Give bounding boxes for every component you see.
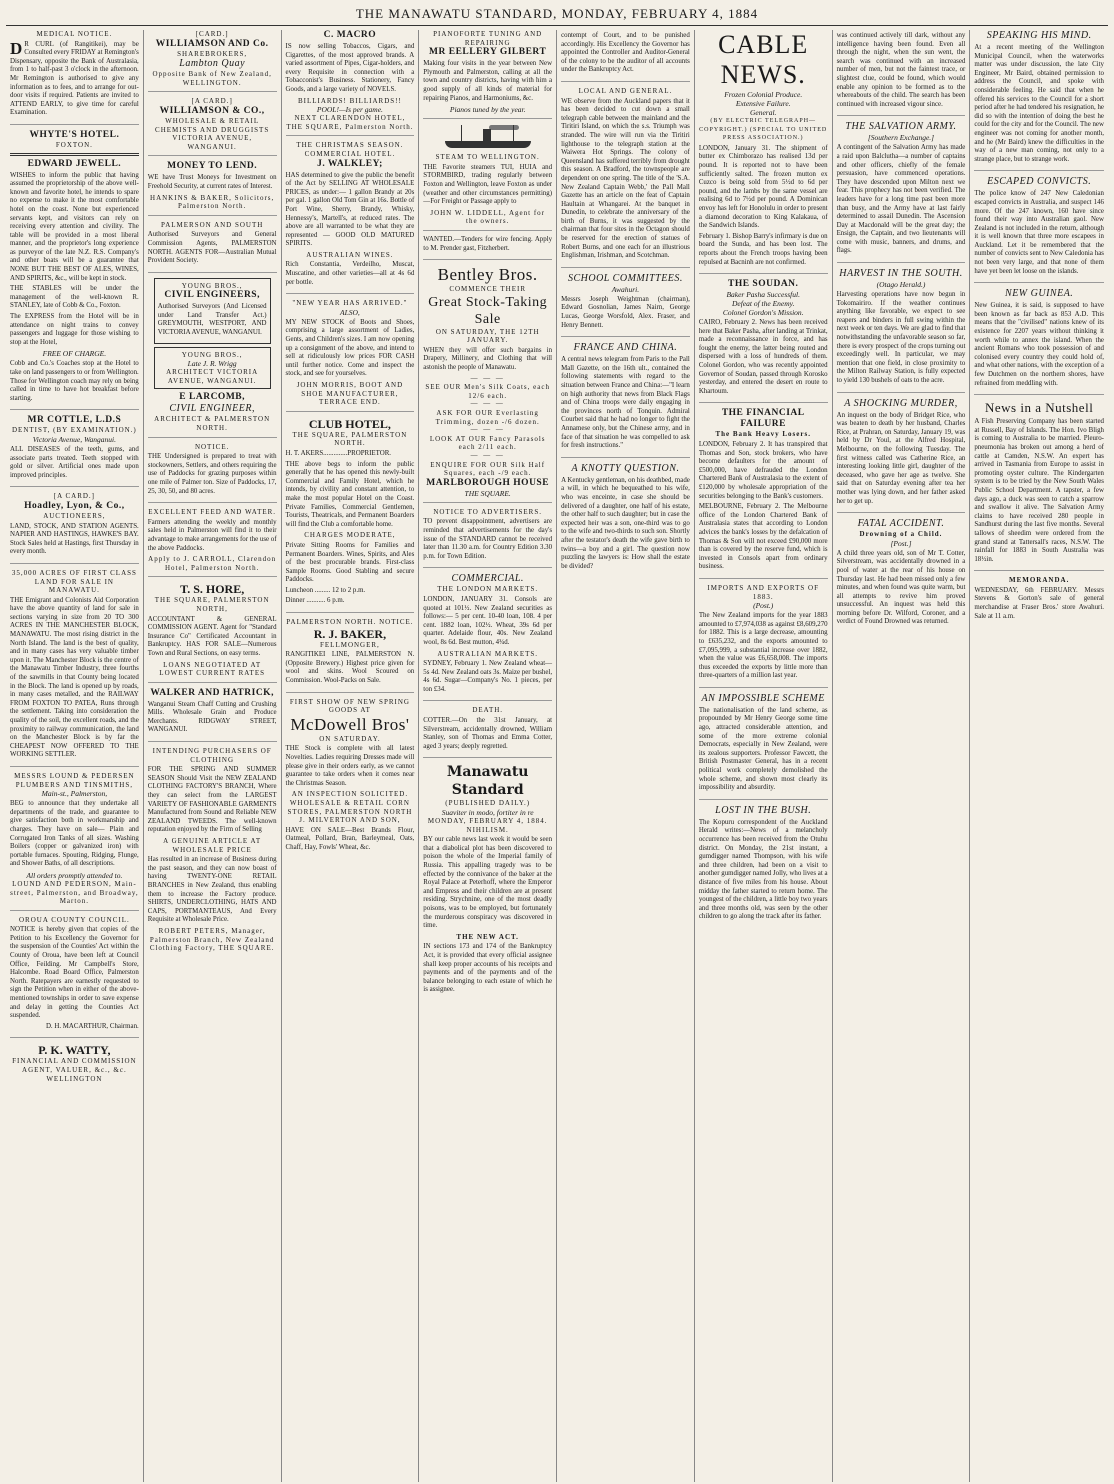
bentley-on: ON SATURDAY, THE 12TH JANUARY. <box>435 327 540 345</box>
speaking-text: At a recent meeting of the Wellington Municipal Council, when the waterworks matter was under discussion, the late City Engineer, Mr Baird, obtained permission to address the Council, and spoke with considerable feeling. He said that when he offered his services to the Council for a short period after he had tendered his resignation, he did so with the intention of doing the best he could for the city and for the Council. The new engineer was not coming for another month, and he (Mr Baird) knew the difficulties in the way of a new man coming, not only to a strange place, but to strange work. <box>974 44 1104 163</box>
financial-text: LONDON, February 2. It has transpired that Thomas and Son, stock brokers, who have become defaulters for the amount of £500,000, have defrauded the London Chartered Bank of Australasia to the extent of £120,000 by wholesale appropriation of the securities belonging to the Bank's customers. <box>698 441 828 500</box>
williamson-chemists <box>148 97 277 156</box>
column-2 <box>144 30 282 1482</box>
cottle-text: ALL DISEASES of the teeth, gums, and associate parts treated. Teeth stopped with gold or silver. Artificial ones made upon improved principles. <box>10 445 139 479</box>
young2-text: ARCHITECT VICTORIA AVENUE, WANGANUI. <box>166 368 259 385</box>
acres-for-sale <box>10 569 139 767</box>
fatal-text: A child three years old, son of Mr T. Cotter, Silverstream, was accidentally drowned in a pool of water at the rear of his house on Thursday last. He had been missed only a few minutes, and when found was quite warm, but all attempts to revive him proved unsuccessful. An inquest was held this morning before Dr. Wilford, Coroner, and a verdict of Found Drowned was returned. <box>836 549 966 626</box>
steamship-icon <box>433 124 543 150</box>
memo-text: WEDNESDAY, 6th FEBRUARY. Messrs Stevens & Gorton's sale of general merchandise at Fraser Bros.' store Awahuri. Sale at 11 a.m. <box>974 586 1104 620</box>
cable-heading: CABLE NEWS. <box>718 30 809 89</box>
macro-tobacco <box>286 30 415 136</box>
newyear-also: ALSO, <box>340 307 360 317</box>
shore-accountant <box>148 582 277 682</box>
club-sub: THE SQUARE, PALMERSTON NORTH. <box>292 430 408 448</box>
local-heading: LOCAL AND GENERAL. <box>578 86 673 95</box>
mcdowell-text: THE Stock is complete with all latest Novelties. Ladies requiring Dresses made will please give in their orders early, as we cannot guarantee to take orders when it comes near the Christmas Season. <box>285 745 415 787</box>
money-text: WE have Trust Moneys for Investment on Freehold Security, at current rates of Interest. <box>147 174 277 190</box>
column-1 <box>6 30 144 1482</box>
money-sign: HANKINS & BAKER, Solicitors, Palmerston North. <box>150 193 275 211</box>
palmerson-text: Authorised Surveyors and General Commission Agents, PALMERSTON NORTH. AGENTS FOR—Australian Mutual Provident Society. <box>147 231 277 265</box>
young1-text: Authorised Surveyors (And Licensed under Land Transfer Act.) GREYMOUTH, WESTPORT, AND VICTORIA AVENUE, WANGANUI. <box>157 303 267 337</box>
advertisers-text: TO prevent disappointment, advertisers are reminded that advertisements for the day's issue of the STANDARD cannot be received later than 11.30 a.m. for Country Edition 3.30 p.m. for Town Edition. <box>423 518 553 560</box>
standard-pub: (PUBLISHED DAILY.) <box>445 799 531 808</box>
school-committees <box>561 273 690 337</box>
christmas-name: J. WALKLEY; <box>317 158 383 169</box>
walker-heading: WALKER AND HATRICK, <box>150 687 274 698</box>
standard-title: Manawatu Standard <box>446 764 529 799</box>
knotty-heading: A KNOTTY QUESTION. <box>571 462 680 474</box>
steam-sign: JOHN W. LIDDELL, Agent for the owners. <box>430 208 545 226</box>
impossible-scheme <box>699 693 828 800</box>
divider: — — — <box>470 452 505 459</box>
escaped-text: The police know of 247 New Caledonian escaped convicts in Australia, and suspect 146 more. Of the 247 known, 160 have since found their way into Australian gaol. New Zealand is not included in the return, although it is well known that three more escapees in Auckland. Let it be remembered that the number of convicts sent to New Caledonia has not been very large, and that none of them have yet been let loose on the islands. <box>974 190 1104 275</box>
baker-fellmonger <box>286 618 415 693</box>
whytes-stables: THE STABLES will be under the management of the well-known R. STANLEY, late of Cobb & Co., Foxton. <box>10 285 139 310</box>
local-general <box>561 87 690 268</box>
cable-text: LONDON, January 31. The shipment of butter ex Chimborazo has realised 13d per pound. It is reported not to have been sufficiently salted. The frozen mutton ex Cuzco is being sold from 5½d to 6d per pound, and the lambs by the same vessel are realising 6d to 7½d per pound. A Dominican envoy has left for Honolulu in order to present a diamond decoration to King Kalakaua, of the Sandwich Islands. <box>698 144 828 230</box>
speaking-mind <box>974 30 1104 171</box>
school-text: Messrs Joseph Weightman (chairman), Edward Gosnolian, James Nairn, George Lucas, George Worsfold, Alex. Fraser, and Henry Bennett. <box>561 295 690 329</box>
divider <box>10 153 139 156</box>
bentley-text: WHEN they will offer such bargains in Drapery, Millinery, and Clothing that will astonish the people of Manawatu. <box>423 346 553 372</box>
club-charges: CHARGES MODERATE, <box>304 531 396 540</box>
contempt-text: contempt of Court, and to be punished accordingly. His Excellency the Governor has appointed the Controller and Auditor-General of the colony to be the auditor of all accounts under the Bankruptcy Act. <box>561 32 690 74</box>
divider: — — — <box>470 400 505 408</box>
feed-sign: Apply to J. CARROLL, Clarendon Hotel, Palmerston North. <box>148 555 277 572</box>
mcdowell-bros <box>286 698 415 859</box>
christmas-season <box>286 141 415 294</box>
standard-editorial <box>423 763 552 1000</box>
wanted <box>423 236 552 260</box>
bentley-house: MARLBOROUGH HOUSE <box>426 477 550 488</box>
financial-sub: The Bank Heavy Losers. <box>715 430 811 439</box>
shore-sub: THE SQUARE, PALMERSTON NORTH, <box>154 596 270 613</box>
harvest-heading: HARVEST IN THE SOUTH. <box>839 268 963 280</box>
piano-text: Making four visits in the year between New Plymouth and Palmerston, calling at all the town and country districts, having with him a good supply of all kinds of material for repairing Pianos, and Harmoniums, &c. <box>423 60 553 102</box>
macro-billiards: BILLIARDS! BILLIARDS!! <box>297 96 402 105</box>
medical-text: D R CURL (of Rangitikei), may be Consulted every FRIDAY at Remington's Dispensary, opposite the Bank of Australasia, from 1 to half-past 3 o'clock in the afternoon. Mr Remington is authorised to give any information as to fees, and to arrange for out-door visits if required. Patients are invited to ATTEND EARLY, to give time for careful Examination. <box>10 38 139 117</box>
soudan-sub3: Colonel Gordon's Mission. <box>722 308 804 318</box>
baker-text: RANGITIKEI LINE, PALMERSTON N. (Opposite Brewery.) Highest price given for wool and skins. Wool Scoured on Commission. Wool-Packs on Sale. <box>285 651 415 685</box>
imports-sub: (Post.) <box>753 601 774 611</box>
bentley-a4: ENQUIRE FOR OUR Silk Half Squares, each -/9 each. <box>430 460 546 478</box>
larcomb-sub: CIVIL ENGINEER, <box>169 403 255 415</box>
commercial-sub: THE LONDON MARKETS. <box>437 585 539 594</box>
divider: — — — <box>470 426 505 434</box>
paddock-notice <box>148 443 277 504</box>
whytes-free: FREE OF CHARGE. <box>42 349 107 359</box>
cottle-place: Victoria Avenue, Wanganui. <box>32 434 116 444</box>
lost-bush <box>699 805 828 928</box>
new-act-text: IN sections 173 and 174 of the Bankruptcy Act, it is provided that every official assignee shall keep proper accounts of his receipts and payments and of the payments and of the balance belonging to each estate of which he is assignee. <box>423 943 553 994</box>
shore-text: ACCOUNTANT & GENERAL COMMISSION AGENT. Agent for "Standard Insurance Co" Certificated Accountant in Bankruptcy. HAS FOR SALE—Numerous Town and Rural Sections, on easy terms. <box>147 615 277 657</box>
cottle-heading: MR COTTLE, L.D.S <box>27 415 122 426</box>
murder-heading: A SHOCKING MURDER, <box>844 397 958 409</box>
macro-heading: C. MACRO <box>323 30 377 40</box>
whytes-express: The EXPRESS from the Hotel will be in attendance on night trains to convey passengers and luggage for those wishing to stop at the Hotel, <box>10 313 139 346</box>
soudan-text: CAIRO, February 2. News has been received here that Baker Pasha, after landing at Trinkat, made a reconnaissance in force, and has fought the enemy, the latter being routed and dispersed with a loss of hundreds of them. Colonel Gordon, who was recently appointed Governor of Soudan, passed through Korosko yesterday, and entered the desert en route to Khartoum. <box>698 319 828 395</box>
bentley-a2: ASK FOR OUR Everlasting Trimming, dozen -/6 dozen. <box>435 409 540 426</box>
cable-sub2: Extensive Failure. <box>735 99 791 108</box>
intending-genuine: A GENUINE ARTICLE AT WHOLESALE PRICE <box>163 837 262 854</box>
whytes-hotel <box>10 130 139 410</box>
hoadley-card: [A CARD.] <box>53 492 96 501</box>
club-prop: H. T. AKERS..............PROPRIETOR. <box>285 449 392 457</box>
guinea-text: New Guinea, it is said, is supposed to have been known as far back as 853 A.D. This means that the "civilised" nations knew of its existence for 2207 years without thinking it worth while to annex the island. When the ancient Romans who took possession of and colonised every country they could hold of, and what other nations, with the exception of a few Dutchmen on the northern shores, have refrained from meddling with. <box>974 302 1104 387</box>
cottle-sub: DENTIST, (BY EXAMINATION.) <box>12 426 137 435</box>
lound-heading: MESSRS LOUND & PEDERSEN <box>14 771 135 780</box>
nihilism-heading: NIHILISM. <box>466 825 509 834</box>
column-7 <box>833 30 971 1482</box>
club-hotel <box>286 417 415 613</box>
fatal-accident <box>837 518 966 633</box>
whytes-heading: WHYTE'S HOTEL. <box>29 129 120 140</box>
williamson-sharebrokers <box>148 30 277 92</box>
cable-feb: February 1. Bishop Barry's infirmary is due on board the Sunda, and has been lost. The reports about the French troops having been repulsed at Bacninh are not confirmed. <box>698 232 828 266</box>
lound-pedersen <box>10 772 139 911</box>
young1-sub: CIVIL ENGINEERS, <box>164 290 260 301</box>
memo-heading: MEMORANDA. <box>1008 576 1070 585</box>
memoranda <box>974 576 1104 627</box>
imports-text: The New Zealand imports for the year 1883 amounted to £7,974,038 as against £8,609,270 for 1882. This is a large decrease, amounting to £635,232, and the exports amounted to £7,095,999, a substantial increase over 1882, when the value was £6,658,008. The imports thus exceeded the exports by little more than three-quarters of a million last year. <box>698 612 828 680</box>
intending-sign: ROBERT PETERS, Manager, Palmerston Branch, New Zealand Clothing Factory, THE SQUARE. <box>149 926 275 953</box>
lost-heading: LOST IN THE BUSH. <box>715 804 812 816</box>
divider: — — — <box>470 374 505 382</box>
whytes-place: FOXTON. <box>55 140 93 149</box>
cable-sub3: General. <box>749 108 777 117</box>
whytes-coaches: Cobb and Co.'s Coaches stop at the Hotel to take on land passengers to or from Wellington. Those for Wellington coach may rely on being called in time to have hot breakfast before starting. <box>10 360 139 402</box>
new-year-boots <box>286 299 415 412</box>
acres-text: THE Emigrant and Colonists Aid Corporation have the above quantity of land for sale in sections varying in size from 20 TO 300 ACRES IN THE MANCHESTER BLOCK, MANAWATU. The most rising district in the North Island. The land is the best of quality, and in many cases has very valuable timber upon it. The Manchester Block is the centre of the Manawatu Timber Industry, three fourths of the sawmills in that County being located in the Block. The land is opened up by roads, in many cases metalled, and the RAILWAY FROM FOXTON TO PATEA, Runs through the settlement. Taking into consideration the quality of the soil, the excellent roads, and the proximity to railway communication, the land on the Manchester Block is by far the CHEAPEST NOW OFFERED TO THE WORKING SETTLER. <box>10 596 139 759</box>
oroua-sign: D. H. MACARTHUR, Chairman. <box>45 1022 139 1030</box>
baker-sub: FELLMONGER, <box>320 640 380 649</box>
news-nutshell <box>974 400 1104 571</box>
france-text: A central news telegram from Paris to the Pall Mall Gazette, on the 16th ult., contained the following statements with regard to the situation between France and China:—"I learn on high authority that news from Black Flags and of China troops were daily engaging in the provinces north of Tonquin. Admiral Courbet said that he had no longer to fight the Annamese only, but the Chinese army, and in face of that situation he was compelled to ask for fresh instructions." <box>561 356 690 450</box>
drop-cap: D <box>10 38 23 58</box>
christmas-aus: AUSTRALIAN WINES. <box>306 250 394 259</box>
murder-text: An inquest on the body of Bridget Rice, who was beaten to death by her husband, Charles Rice, at Prahran, on Saturday, January 19, was held by Dr Youl, at the Alfred Hospital, Melbourne, on the following Tuesday. The first witness called was Catherine Rice, an interesting looking little girl, daughter of the deceased, who gave her age as twelve. She said that on Saturday evening after tea her mother was lying down, and her father asked her to get up. <box>836 411 966 505</box>
lost-text: The Kopuru correspondent of the Auckland Herald writes:—News of a melancholy occurrence has been received from the Otuhu district. On Monday, the 21st instant, a gumdigger named Thompson, with his wife and three children, had been on a visit to another gumdigger named Jolly, who lives at a distance of five miles from his house. About midday the father started to return home. The youngest of the children, a little boy two years and three months old, was seen by the other children to go along the track after its father. <box>698 818 828 921</box>
newyear-text: MY NEW STOCK of Boots and Shoes, comprising a large assortment of Ladies, Gents, and Children's sizes. I am now opening up a consignment of the above, and intend to sell at ridiculously low prices FOR CASH until further notice. Come and inspect the stock, and see for yourselves. <box>285 318 415 378</box>
macro-pool: POOL!—Is per game. <box>316 105 383 115</box>
mcdowell-on: ON SATURDAY. <box>319 734 381 743</box>
intending-more: Has resulted in an increase of Business during the past season, and they can now boast of having TWENTY-ONE RETAIL BRANCHES in New Zealand, thus enabling them to increase the Factory produce. SHIRTS, UNDERCLOTHING, HATS AND CAPS, PORTMANTEAUS, And Every Requisite at Wholesale Price. <box>147 856 277 924</box>
piano-foot: Pianos tuned by the year. <box>449 105 526 115</box>
column-8 <box>970 30 1108 1482</box>
financial-melb: MELBOURNE, February 2. The Melbourne office of the London Chartered Bank of Australasia states that according to London advices the bank's losses by the defalcation of Thomas & Son will not exceed £90,000 more than is covered by the reserve fund, which is invested in Consols apart from ordinary business. <box>698 503 828 571</box>
lound-text: BEG to announce that they undertake all departments of the trade, and guarantee to give satisfaction both in workmanship and charges. They have on sale— Plain and Corrugated Iron Tanks of all sizes. Washing Boilers (copper or galvanized iron) with portable furnaces. Spouting, Ridging, Flunge, and Shower Baths, of all descriptions. <box>10 800 139 868</box>
christmas-text: HAS determined to give the public the benefit of the Act by SELLING AT WHOLESALE PRICES, as under:— 1 gallon Brandy at 20s per gal. 1 gallon Old Tom Gin at 16s. Bottle of Port Wine, Sherry, Brandy, Whisky, Hennessy's, Martell's, at reduced rates. The above are all warranted to be what they are represented — GOOD OLD MATURED SPIRITS. <box>285 171 415 248</box>
financial-failure <box>699 408 828 579</box>
williamson-addr: Opposite Bank of New Zealand, WELLINGTON. <box>152 70 272 87</box>
salvation-army <box>837 121 966 263</box>
mcdowell-store: WHOLESALE & RETAIL CORN STORES, PALMERSTON NORTH <box>287 798 413 816</box>
soudan-sub1: Baker Pasha Successful. <box>726 290 800 300</box>
imports-heading: IMPORTS AND EXPORTS OF 1883. <box>707 583 820 601</box>
new-act-heading: THE NEW ACT. <box>456 932 519 941</box>
baker-notice: PALMERSTON NORTH. NOTICE. <box>286 618 414 627</box>
baker-heading: R. J. BAKER, <box>313 626 387 641</box>
school-sub: Awahuri. <box>611 284 640 294</box>
williamson-card: [CARD.] <box>195 30 229 38</box>
club-luncheon: Luncheon ......... 12 to 2 p.m. <box>285 586 366 594</box>
mcdowell-heading: McDowell Bros' <box>290 714 410 734</box>
medical-heading: MEDICAL NOTICE. <box>36 30 113 38</box>
commercial <box>423 573 552 701</box>
walker-hatrick <box>148 688 277 742</box>
christmas-aus-text: Rich Constantia, Verdeilho, Muscat, Muscatine, and other varieties—all at 4s 6d per bottle. <box>285 261 415 286</box>
money-heading: MONEY TO LEND. <box>167 161 258 172</box>
acres-heading: 35,000 ACRES OF FIRST CLASS LAND FOR SALE IN MANAWATU. <box>11 568 137 595</box>
notice-advertisers <box>423 508 552 569</box>
speaking-heading: SPEAKING HIS MIND. <box>986 30 1092 41</box>
salvation-heading: THE SALVATION ARMY. <box>845 121 957 133</box>
column-5 <box>557 30 695 1482</box>
advertisers-heading: NOTICE TO ADVERTISERS. <box>433 507 542 516</box>
oroua-council <box>10 916 139 1039</box>
impossible-heading: AN IMPOSSIBLE SCHEME <box>701 692 825 704</box>
club-text: THE above begs to inform the public generally that he has opened this newly-built Commercial and Family Hotel, which he intends, by civility and constant attention, to make the most popular Hotel on the Coast. Private Families, Commercial Gentlemen, Tourists, Theatricals, and Permanent Boarders will find the Club a comfortable home. <box>285 460 415 528</box>
standard-motto: Suaviter in modo, fortiter in re <box>441 808 534 818</box>
masthead: THE MANAWATU STANDARD, MONDAY, FEBRUARY 4, 1884 <box>6 4 1108 26</box>
whytes-name: EDWARD JEWELL. <box>27 158 122 169</box>
steam-text: THE Favorite steamers TUI, HUIA and STORMBIRD, trading regularly between Foxton and Wellington, leave Foxton as under (weather and other circumstances permitting)—For Freight or Passage apply to <box>423 163 553 206</box>
young-bros-architect <box>154 347 271 390</box>
mcdowell-insp: AN INSPECTION SOLICITED. <box>291 790 409 799</box>
newyear-heading: "NEW YEAR HAS ARRIVED." <box>292 299 408 308</box>
school-heading: SCHOOL COMMITTEES. <box>567 272 683 284</box>
macro-text: IS now selling Tobaccos, Cigars, and Cigarettes, of the most approved brands. A varied assortment of Pipes, Cigar-holders, and every Requisite in connection with a Tobacconist's Business. Stationery, Fancy Goods, and a large variety of NOVELS. <box>285 43 415 93</box>
france-heading: FRANCE AND CHINA. <box>573 342 678 354</box>
hoadley-sub: AUCTIONEERS, <box>43 511 106 520</box>
fatal-heading: FATAL ACCIDENT. <box>857 518 945 530</box>
watty <box>10 1043 139 1087</box>
bentley-a3: LOOK AT OUR Fancy Parasols each 2/11 each. <box>429 434 546 452</box>
notice-heading: NOTICE. <box>194 442 230 451</box>
young-bros-engineers <box>154 278 271 344</box>
cable-news <box>699 30 828 274</box>
fatal-sub: Drowning of a Child. <box>859 530 943 539</box>
impossible-text: The nationalisation of the land scheme, as propounded by Mr Henry George some time ago, attracted considerable attention, and some of the more extreme colonial Democrats, especially in New Zealand, were its zealous supporters. Professor Fawcett, the British Postmaster General, has in a recent political work completely demolished the whole scheme, and shown most clearly its impossibility and absurdity. <box>698 706 828 792</box>
steam-heading: STEAM TO WELLINGTON. <box>435 153 540 162</box>
death-text: COTTER.—On the 31st January, at Silverstream, accidentally drowned, William Stanley, son of Thomas and Emma Cotter, aged 3 years; deeply regretted. <box>423 717 553 750</box>
commercial-heading: COMMERCIAL. <box>451 573 524 585</box>
williamson-sub: SHAREBROKERS, <box>177 49 248 58</box>
young2-heading: YOUNG BROS., <box>181 350 243 359</box>
mcdowell-sign: J. MILVERTON AND SON, <box>299 816 401 825</box>
cable-sub1: Frozen Colonial Produce. <box>724 90 803 99</box>
column-3 <box>282 30 420 1482</box>
money-to-lend <box>148 161 277 215</box>
imports-exports <box>699 584 828 688</box>
hoadley-heading: Hoadley, Lyon, & Co., <box>24 500 125 511</box>
soudan <box>699 279 828 403</box>
young1-heading: YOUNG BROS., <box>181 281 243 290</box>
lound-foot: LOUND AND PEDERSON, Main-street, Palmerston, and Broadway, Marton. <box>10 879 139 906</box>
club-more: Private Sitting Rooms for Families and Permanent Boarders. Wines, Spirits, and Ales of the best procurable brands. First-class Sample Rooms. Good Stabling and secure Paddocks. <box>285 541 415 584</box>
harvest-south <box>837 268 966 393</box>
bentley-bros <box>423 265 552 503</box>
cable-credit: (BY ELECTRIC TELEGRAPH—COPYRIGHT.) (SPECIAL TO UNITED PRESS ASSOCIATION.) <box>699 118 828 142</box>
lound-all: All orders promptly attended to. <box>26 870 123 880</box>
intending-heading: INTENDING PURCHASERS OF CLOTHING <box>152 747 272 764</box>
williamson2-heading: WILLIAMSON & CO., <box>159 105 265 116</box>
mcdowell-pre: FIRST SHOW OF NEW SPRING GOODS AT <box>289 697 410 715</box>
nutshell-text: A Fish Preserving Company has been started at Russell, Bay of Islands. The Hon. Ivo Bligh is coming to Australia to be married. Pleuro-pneumonia has broken out among a herd of cattle at Camden, N.S.W. An expert has arrived in Tasmania from Europe to assist in promoting oyster culture. The Kindergarten system is to be tried by the New South Wales Public School Department. A tapster, a few days ago, a duck was seen to catch a sparrow and swallow it alive. The Salvation Army claims to have received 280 people in Sandhurst during the last five months. Several tallows of sheedim were ordered from the grand stand at Tattersall's races, N.S.W. The rainfall for 1883 in South Australia was 18½in. <box>974 418 1104 563</box>
escaped-heading: ESCAPED CONVICTS. <box>987 176 1092 188</box>
oroua-text: NOTICE is hereby given that copies of the Petition to his Excellency the Governor for the suspension of the Counties' Act within the County of Oroua, have been left at Council Office, Feilding. Mr Campbell's Store, Halcombe. Road Board Office, Palmerston North. Ratepayers are earnestly requested to sign the Petition when in either of the above-mentioned townships in order to save expense and delay in getting the Counties Act suspended. <box>10 926 139 1020</box>
medical-notice <box>10 30 139 125</box>
feed-water <box>148 508 277 577</box>
nihilism-text: BY our cable news last week it would be seen that a diabolical plot has been discovered to poison the whole of the Imperial family of Russia. This appalling tragedy was to be effected by the connivance of the baker at the Royal Palace at Peterhoff, where the Emperor and Empress and their children are at present residing. Strychnine, one of the most deadly poisons, was to be employed, but fortunately the murderous conspiracy was discovered in time. <box>423 836 553 930</box>
harvest-text: Harvesting operations have now begun in Tokomairiro. If the weather continues anything like favorable, we expect to see reapers and binders in full swing within the next week or ten days. We are glad to find that notwithstanding the unfavorable season so far, there is every prospect of the crops turning out exceedingly well. In particular, we may mention that one field, in close proximity to the Milton Railway Station, is fully expected to yield 130 bushels of oats to the acre. <box>836 291 966 384</box>
commercial-text: LONDON, JANUARY 31. Consols are quoted at 101½. New Zealand securities as follows:— 5 per cent. 10-40 loan, 108. 4 per cent. 1882 loan, 102½. Wheat, 39s 6d per quarter. Adelaide flour, 40s. New Zealand wool, 8s 6d. Best mutton, 4¾d. <box>423 595 553 646</box>
clothing-factory <box>148 747 277 957</box>
column-6 <box>695 30 833 1482</box>
shore-loans: LOANS NEGOTIATED AT LOWEST CURRENT RATES <box>159 660 265 678</box>
column-4 <box>419 30 557 1482</box>
larcomb-text: ARCHITECT & PALMERSTON NORTH. <box>154 415 271 433</box>
commercial-aus: AUSTRALIAN MARKETS. <box>437 649 539 658</box>
wanted-text: WANTED.—Tenders for wire fencing. Apply to M. Prender gast, Fitzherbert. <box>423 235 553 252</box>
salvation-text: A contingent of the Salvation Army has made a raid upon Balclutha—a number of captains and other officers, chiefly of the female persuasion, have commenced operations. They have descended upon Milton next we fear. This prophecy has not been verified. The leaders have for a long time past been more than busy, and the Army have at last fairly determined to assail Dunedin. The Ascension Day at Macdonald will be the great day; the Ensign, the Captain, and two lieutenants will come with music, banners, and drums, and flags. <box>836 144 966 255</box>
commercial-aus-text: SYDNEY, February 1. New Zealand wheat—5s 4d. New Zealand oats 3s. Maize per bushel, 4s 6d. Sugar—Company's No. 1 pieces, per ton £34. <box>423 660 553 693</box>
larcomb <box>148 392 277 437</box>
oroua-heading: OROUA COUNTY COUNCIL. <box>18 915 130 924</box>
mcdowell-sale: HAVE ON SALE—Best Brands Flour, Oatmeal, Pollard, Bran, Barleymeal, Oats, Chaff, Hay, Fowls' Wheat, &c. <box>285 826 415 851</box>
newyear-sign: JOHN MORRIS, BOOT AND SHOE MANUFACTURER, TERRACE END. <box>296 381 404 407</box>
fatal-post: [Post.] <box>890 538 912 548</box>
intending-text: FOR THE SPRING AND SUMMER SEASON Should Visit the NEW ZEALAND CLOTHING FACTORY'S BRANCH, Where they can select from the LARGEST VARIETY OF FASHIONABLE GARMENTS Manufactured from Sound and Reliable NEW ZEALAND TWEEDS. The well-known reputation enjoyed by the Firm of Selling <box>147 766 277 834</box>
nutshell-heading: News in a Nutshell <box>985 400 1094 416</box>
soudan-sub2: Defeat of the Enemy. <box>731 299 795 309</box>
williamson2-sub: WHOLESALE & RETAIL CHEMISTS AND DRUGGISTS <box>155 116 270 134</box>
salvation-sub: [Southern Exchange.] <box>867 133 935 143</box>
harvest-sub: (Otago Herald.) <box>876 280 926 290</box>
contempt <box>561 32 690 82</box>
christmas-sub: COMMERCIAL HOTEL. <box>304 149 396 158</box>
death-notice <box>423 706 552 758</box>
shocking-murder <box>837 398 966 514</box>
watty-heading: P. K. WATTY, <box>38 1043 111 1058</box>
shore-heading: T. S. HORE, <box>180 582 245 597</box>
local-text: WE observe from the Auckland papers that it has been decided to cut down a small telegraph cable between the mainland and the Tiritiri Island, on which the s.s. Triumph was stranded. The wire will run via the Tiritiri lighthouse to the telegraph station at the Waiwera Hot Springs. The colony of Queensland has suffered terribly from drought this season. A Bradford, the townspeople are dependent on one spring. The title of the 'S.A. New Zealand Captain Webb,' the Pall Mall Gazette has an article on the feat of Captain Haultain at Whangarei. At the banquet in Dunedin, to celebrate the anniversary of the birth of Burns, it was suggested by the chairman that four sites in the Octagon should be reserved for the erection of statues of Robert Burns, and one each for an illustrious Englishman, Irishman, and Scotchman. <box>561 97 690 260</box>
lound-place: Main-st., Palmerston, <box>41 789 108 799</box>
club-dinner: Dinner ........... 6 p.m. <box>285 597 345 605</box>
palmerson-heading: PALMERSON AND SOUTH <box>160 220 264 229</box>
cont-text: was continued actively till dark, without any intelligence having been found. Even all through the night, when the sun went, the search was continued with an increased number of men, but not the faintest trace, or slightest clue, could be found, which would enable any opinion to be formed as to the whereabouts of the child. The search has been continued with increased vigour since. <box>836 32 966 108</box>
steam-wellington <box>423 124 552 231</box>
young2-sub: Late J. R. Wrigg <box>187 359 237 369</box>
new-guinea <box>974 288 1104 395</box>
bentley-heading: Bentley Bros. <box>437 265 538 285</box>
bentley-a1: SEE OUR Men's Silk Coats, each 12/6 each. <box>425 383 550 400</box>
whytes-text: WISHES to inform the public that having assumed the proprietorship of the above well-known and favorite hotel, he intends to spare no expense to make it the most comfortable hotel on the coast. None but experienced servants kept, and visitors can rely on receiving every attention and civility. The table will be provided in a most liberal manner, and the proprietor's long experience as purveyor of the late N.Z. R.S. Company's and other boats will be a guarantee that NONE BUT THE BEST OF ALES, WINES, AND SPIRITS, &c., will be kept in stock. <box>10 171 139 282</box>
club-heading: CLUB HOTEL, <box>308 416 391 431</box>
macro-addr: NEXT CLARENDON HOTEL, THE SQUARE, Palmerston North. <box>286 114 414 131</box>
notice-text: THE Undersigned is prepared to treat with stockowners, Settlers, and others requiring the use of Paddocks for grazing purposes within one mile of Palmer ton. Size of Paddocks, 17, 25, 30, 50, and 80 acres. <box>147 453 277 495</box>
larcomb-heading: E LARCOMB, <box>179 392 245 403</box>
knotty-question <box>561 463 690 578</box>
walker-text: Wanganui Steam Chaff Cutting and Crushing Mills. Wholesale Grain and Produce Merchants. RIDGWAY STREET, WANGANUI. <box>147 700 277 734</box>
williamson2-place: VICTORIA AVENUE, WANGANUI. <box>172 134 253 151</box>
columns <box>6 30 1108 1482</box>
pianoforte <box>423 30 552 119</box>
bentley-sub: COMMENCE THEIR <box>449 285 527 294</box>
watty-sub: FINANCIAL AND COMMISSION AGENT, VALUER, &c., &c. WELLINGTON <box>12 1057 137 1083</box>
williamson2-card: [A CARD.] <box>191 97 233 106</box>
standard-date: MONDAY, FEBRUARY 4, 1884. <box>427 817 548 826</box>
palmerson-south <box>148 221 277 273</box>
soudan-heading: THE SOUDAN. <box>727 279 799 290</box>
financial-heading: THE FINANCIAL FAILURE <box>721 408 805 430</box>
knotty-text: A Kentucky gentleman, on his deathbed, made a will, in which he bequeathed to his wife, who was enceinte, in case she should be delivered of a daughter, one half of his estate, the other half to such daughter; but in case the expected heir was a son, one-third was to go to the wife and two-thirds to such son. Shortly after the testator's death the wife gave birth to twins—a boy and a girl. The question now puzzling the lawyers is: How shall the estate be divided? <box>561 476 690 570</box>
lound-sub: PLUMBERS AND TINSMITHS, <box>15 780 133 789</box>
bentley-sale: Great Stock-Taking Sale <box>428 294 548 327</box>
escaped-convicts <box>974 176 1104 283</box>
hoadley-text: LAND, STOCK, AND STATION AGENTS. NAPIER AND HASTINGS, HAWKE'S BAY. Stock Sales held at Hastings, first Thursday in every month. <box>10 522 139 556</box>
williamson-place: Lambton Quay <box>179 58 246 70</box>
cottle-dentist <box>10 415 139 487</box>
piano-name: MR EELLERY GILBERT <box>429 47 547 58</box>
piano-heading: PIANOFORTE TUNING AND REPAIRING <box>433 30 543 47</box>
bentley-sq: THE SQUARE. <box>464 488 511 498</box>
guinea-heading: NEW GUINEA. <box>1005 288 1074 300</box>
death-heading: DEATH. <box>472 706 504 715</box>
christmas-heading: THE CHRISTMAS SEASON. <box>296 141 404 150</box>
search-continued <box>837 32 966 116</box>
hoadley-lyon <box>10 492 139 564</box>
feed-heading: EXCELLENT FEED AND WATER. <box>148 508 277 517</box>
france-china <box>561 342 690 458</box>
williamson-heading: WILLIAMSON AND Co. <box>155 38 269 49</box>
feed-text: Farmers attending the weekly and monthly sales held in Palmerston will find it to their advantage to make arrangements for the use of the above Paddocks. <box>147 518 277 552</box>
